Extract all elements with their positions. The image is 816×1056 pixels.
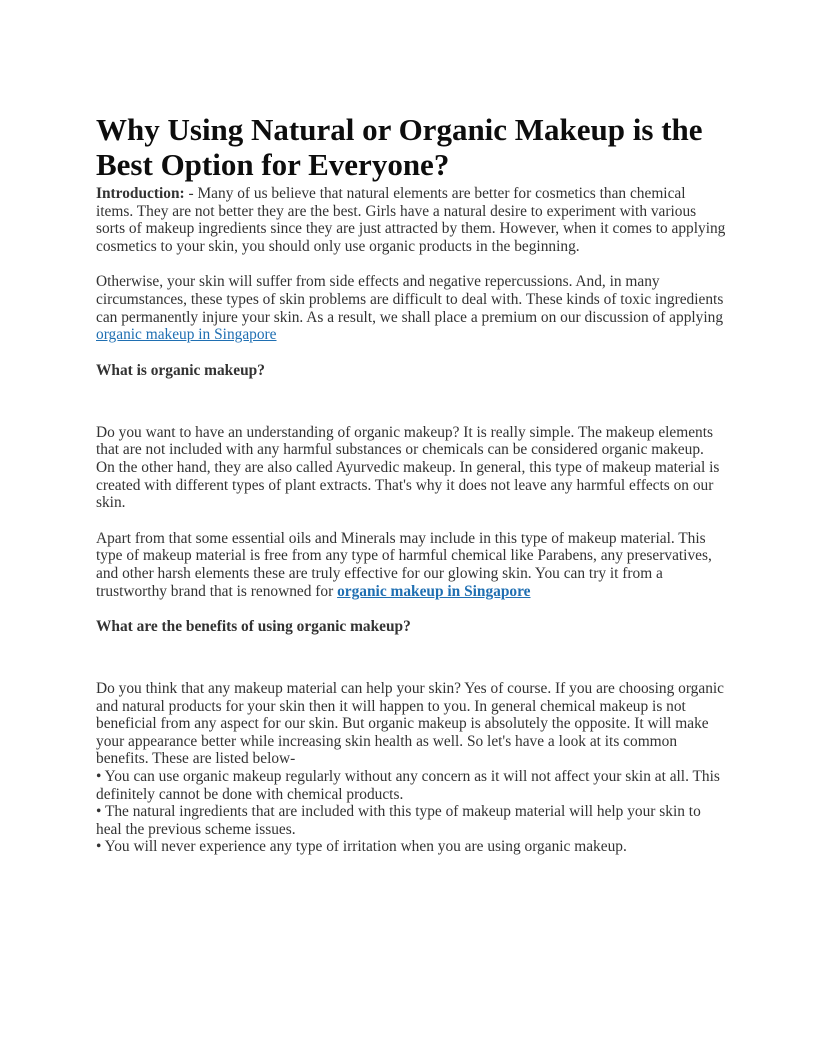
intro-lead: Introduction: [96, 185, 185, 202]
benefit-bullet-1: • You can use organic makeup regularly without any concern as it will not affect your skin at all. This definitely cannot be done with chemical products. [96, 768, 720, 803]
organic-makeup-link-2[interactable]: organic makeup in Singapore [337, 582, 531, 600]
section-heading-benefits: What are the benefits of using organic makeup? [96, 618, 411, 636]
page-title: Why Using Natural or Organic Makeup is the Best Option for Everyone? [96, 112, 703, 182]
benefit-bullet-2: • The natural ingredients that are included with this type of makeup material will help your skin to heal the previous scheme issues. [96, 803, 701, 838]
section1-paragraph-2-text: Apart from that some essential oils and Minerals may include in this type of makeup material. This type of makeup material is free from any type of harmful chemical like Parabens, any preservatives, and other harsh elements these are truly effective for our glowing skin. You can try it from a trustworthy brand that is renowned for [96, 529, 712, 600]
intro-text: - Many of us believe that natural elements are better for cosmetics than chemical items. They are not better they are the best. Girls have a natural desire to experiment with various sorts of makeup ingredients since they are just attracted by them. However, when it comes to applying cosmetics to your skin, you should only use organic products in the beginning. [96, 185, 726, 255]
intro-paragraph [96, 185, 726, 255]
document-page [96, 112, 726, 856]
section2-intro-text: Do you think that any makeup material can help your skin? Yes of course. If you are choosing organic and natural products for your skin then it will happen to you. In general chemical makeup is not beneficial from any aspect for our skin. But organic makeup is absolutely the opposite. It will make your appearance better while increasing skin health as well. So let's have a look at its common benefits. These are listed below- [96, 680, 725, 768]
organic-makeup-link-1[interactable]: organic makeup in Singapore [96, 326, 277, 344]
section-heading-what-is: What is organic makeup? [96, 361, 265, 379]
section2-paragraph [96, 680, 726, 856]
paragraph-2 [96, 273, 726, 343]
section1-paragraph-2 [96, 530, 726, 600]
section1-paragraph-1: Do you want to have an understanding of organic makeup? It is really simple. The makeup elements that are not included with any harmful substances or chemicals can be considered organic makeup. On the other hand, they are also called Ayurvedic makeup. In general, this type of makeup material is created with different types of plant extracts. That's why it does not leave any harmful effects on our skin. [96, 423, 720, 512]
benefit-bullet-3: • You will never experience any type of irritation when you are using organic makeup. [96, 838, 627, 856]
paragraph-2-text: Otherwise, your skin will suffer from side effects and negative repercussions. And, in many circumstances, these types of skin problems are difficult to deal with. These kinds of toxic ingredients can permanently injure your skin. As a result, we shall place a premium on our discussion of applying [96, 273, 724, 326]
